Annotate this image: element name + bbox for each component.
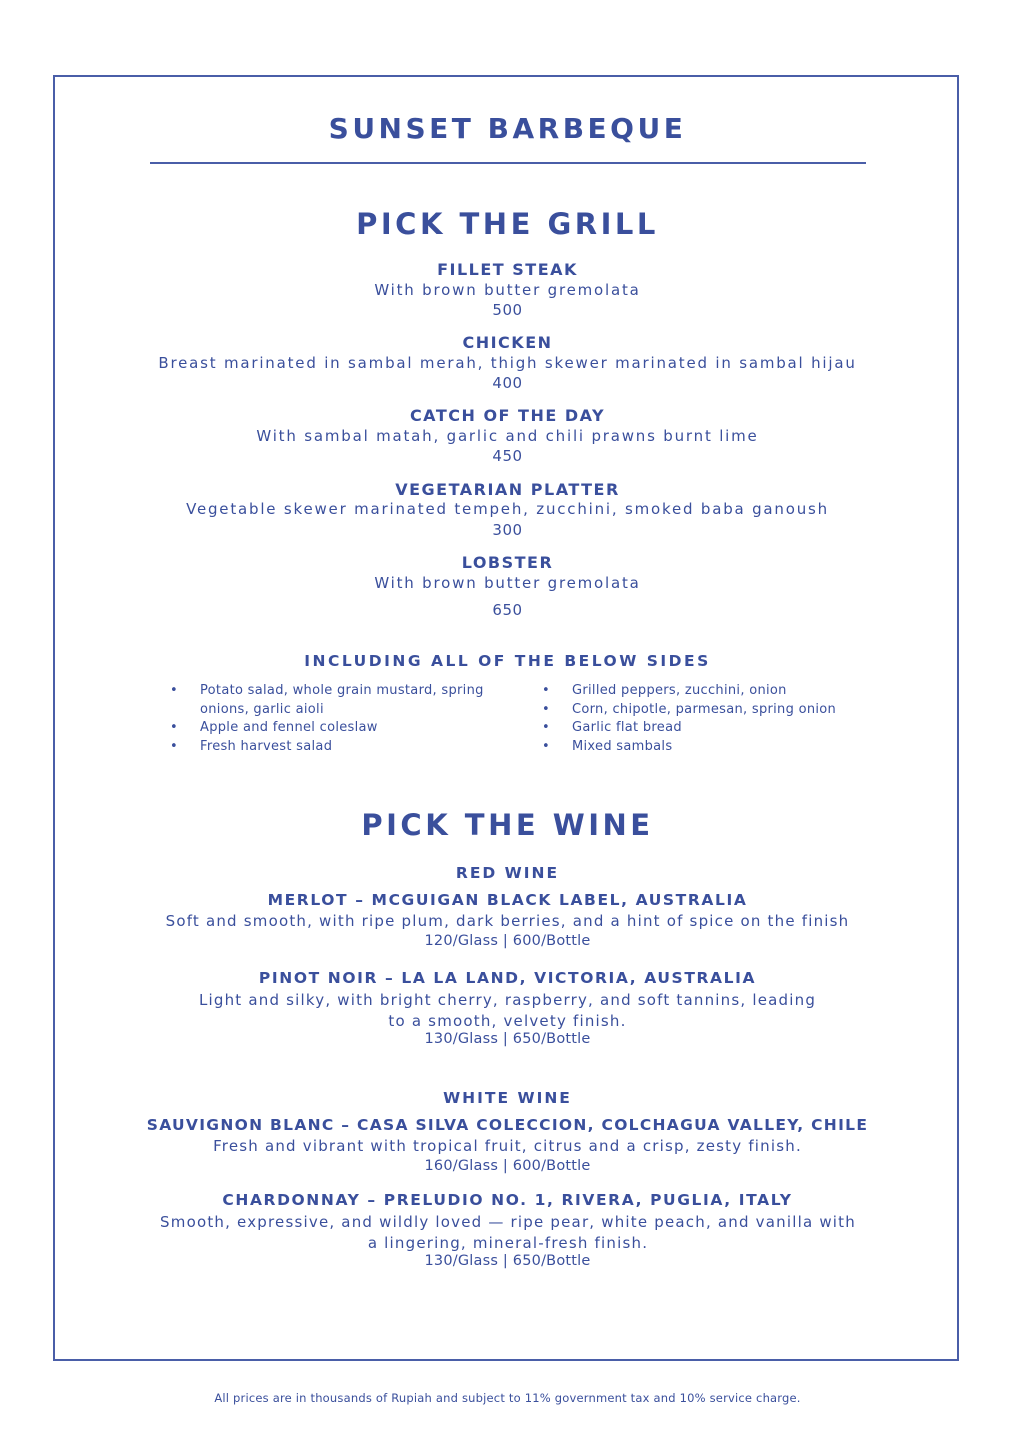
wine-item-desc: Smooth, expressive, and wildly loved — ripe pear, white peach, and vanilla with a lingering, mineral-fresh finish. bbox=[160, 1213, 856, 1252]
grill-item-price: 450 bbox=[492, 447, 523, 465]
wine-item-name: PINOT NOIR – LA LA LAND, VICTORIA, AUSTRALIA bbox=[258, 969, 757, 987]
side-item: • Mixed sambals bbox=[542, 738, 872, 757]
wine-item-price: 120/Glass | 600/Bottle bbox=[424, 933, 591, 949]
grill-item-desc: Breast marinated in sambal merah, thigh skewer marinated in sambal hijau bbox=[158, 354, 857, 372]
wine-item-desc: Fresh and vibrant with tropical fruit, citrus and a crisp, zesty finish. bbox=[213, 1137, 802, 1155]
wine-item-name: MERLOT – MCGUIGAN BLACK LABEL, AUSTRALIA bbox=[267, 891, 748, 909]
grill-section-heading: PICK THE GRILL bbox=[356, 207, 659, 241]
title-divider bbox=[150, 162, 866, 164]
grill-item-desc: With sambal matah, garlic and chili prawns burnt lime bbox=[256, 427, 759, 445]
grill-item-price: 300 bbox=[492, 521, 523, 539]
wine-section-heading: PICK THE WINE bbox=[361, 808, 654, 842]
wine-item-price: 130/Glass | 650/Bottle bbox=[424, 1253, 591, 1269]
wine-item-name: CHARDONNAY – PRELUDIO NO. 1, RIVERA, PUGLIA, ITALY bbox=[222, 1191, 793, 1209]
wine-item-price: 160/Glass | 600/Bottle bbox=[424, 1158, 591, 1174]
footer-note: All prices are in thousands of Rupiah and subject to 11% government tax and 10% service charge. bbox=[214, 1391, 801, 1405]
sides-heading: INCLUDING ALL OF THE BELOW SIDES bbox=[304, 652, 711, 670]
menu-title: SUNSET BARBEQUE bbox=[328, 112, 687, 145]
side-item: • Garlic flat bread bbox=[542, 719, 872, 738]
grill-item-name: CATCH OF THE DAY bbox=[409, 406, 606, 425]
wine-item-price: 130/Glass | 650/Bottle bbox=[424, 1031, 591, 1047]
side-item: • Grilled peppers, zucchini, onion bbox=[542, 682, 872, 701]
wine-item-desc: Soft and smooth, with ripe plum, dark berries, and a hint of spice on the finish bbox=[165, 912, 850, 930]
grill-item-desc: With brown butter gremolata bbox=[374, 574, 641, 592]
grill-item-desc: With brown butter gremolata bbox=[374, 281, 641, 299]
sides-list-right bbox=[542, 682, 872, 756]
grill-item-price: 650 bbox=[492, 601, 523, 619]
grill-item-price: 500 bbox=[492, 301, 523, 319]
grill-item-name: VEGETARIAN PLATTER bbox=[395, 480, 620, 499]
white-wine-heading: WHITE WINE bbox=[443, 1089, 572, 1107]
grill-item-price: 400 bbox=[492, 374, 523, 392]
grill-item-name: FILLET STEAK bbox=[437, 260, 578, 279]
side-item: • Corn, chipotle, parmesan, spring onion bbox=[542, 701, 872, 720]
side-item: • Fresh harvest salad bbox=[170, 738, 510, 757]
grill-item-name: CHICKEN bbox=[462, 333, 553, 352]
side-item: • Potato salad, whole grain mustard, spring onions, garlic aioli bbox=[170, 682, 510, 719]
wine-item-name: SAUVIGNON BLANC – CASA SILVA COLECCION, COLCHAGUA VALLEY, CHILE bbox=[146, 1116, 869, 1134]
grill-item-desc: Vegetable skewer marinated tempeh, zucchini, smoked baba ganoush bbox=[186, 500, 829, 518]
wine-item-desc: Light and silky, with bright cherry, raspberry, and soft tannins, leading to a smooth, velvety finish. bbox=[198, 991, 817, 1030]
red-wine-heading: RED WINE bbox=[455, 864, 560, 882]
grill-item-name: LOBSTER bbox=[461, 553, 554, 572]
sides-list-left bbox=[170, 682, 510, 756]
side-item: • Apple and fennel coleslaw bbox=[170, 719, 510, 738]
